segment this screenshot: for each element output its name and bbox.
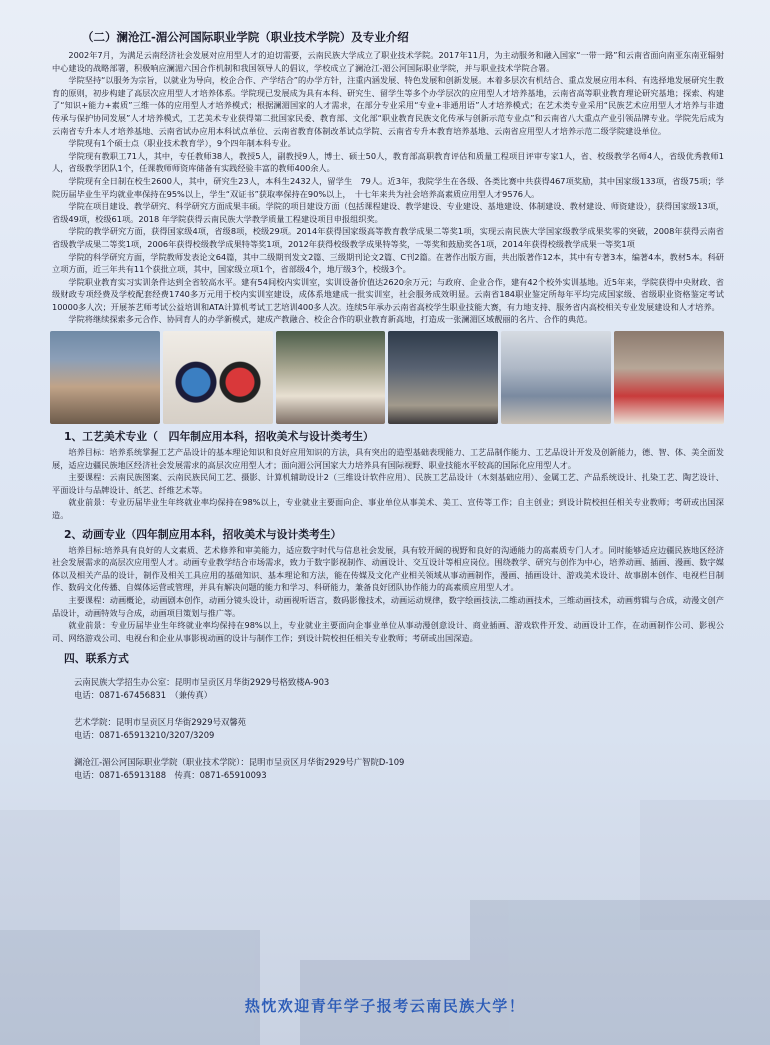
photo-strip <box>50 331 724 424</box>
contact-address: 云南民族大学招生办公室：昆明市呈贡区月华街2929号格致楼A-903 <box>74 677 330 688</box>
major-paragraph: 培养目标：培养系统掌握工艺产品设计的基本理论知识和良好应用知识的方法，具有突出的造型基础表现能力、工艺品制作能力、工艺品设计开发及创新能力，德、智、体、美全面发展，适应边疆民族地区经济社会发展需求的高层次应用型人才；面向湄公河国家大力培养具有国际视野、职业技能水平较高的国际化应用型人才。 <box>52 447 724 470</box>
major-paragraph: 就业前景：专业历届毕业生年终就业率均保持在98%以上，专业就业主要面向企事业单位从事动漫创意设计、商业插画、游戏软件开发、动画设计工作，在动画制作公司、影视公司、网络游戏公司、电视台和企业从事影视动画的设计与制作工作；到设计院校担任相关专业教师；考研或出国深造。 <box>52 620 724 643</box>
contact-block <box>74 756 724 782</box>
contact-phone: 电话：0871-65913188 传真：0871-65910093 <box>74 770 267 781</box>
photo-classroom <box>388 331 498 424</box>
major-title: 2、动画专业（四年制应用本科，招收美术与设计类考生） <box>64 527 342 541</box>
major-paragraph: 培养目标:培养具有良好的人文素质、艺术修养和审美能力，适应数字时代与信息社会发展，具有较开阔的视野和良好的沟通能力的高素质专门人才。同时能够适应边疆民族地区经济社会发展需求的高层次应用型人才。动画专业教学结合市场需求，致力于数字影视制作、动画设计、交互设计等相应岗位。围绕教学、研究与创作为中心，培养动画、插画、漫画、数字媒体以及相关产品的设计，制作及相关工具应用的基础知识、基本理论和方法，能在传媒及文化产业相关领域从事动画制作，漫画、插画设计、游戏美术设计、故事剧本创作、电视栏目制作、数码文化传播、自媒体运营或管理，并具有解决问题的能力和学习、科研能力，兼备良好团队协作能力的高素质应用型人才。 <box>52 544 724 593</box>
major-paragraph: 主要课程：云南民族图案、云南民族民间工艺、摄影、计算机辅助设计2（三维设计软件应用）、民族工艺品设计（木刻基础应用）、金属工艺、产品系统设计、扎染工艺、陶艺设计、平面设计与品牌设计、纸艺、纤维艺术等。 <box>52 472 724 495</box>
photo-event <box>276 331 386 424</box>
contact-address: 澜沧江-湄公河国际职业学院（职业技术学院）：昆明市呈贡区月华街2929号广智院D-109 <box>74 757 405 768</box>
contact-phone: 电话：0871-65913210/3207/3209 <box>74 730 215 741</box>
contact-title: 四、联系方式 <box>64 652 129 666</box>
intro-paragraph: 学院将继续探索多元合作、协同育人的办学新模式，建成产教融合、校企合作的职业教育新高地，打造成一张澜湄区域靓丽的名片、合作的典范。 <box>68 314 593 325</box>
intro-paragraph: 学院现有教职工71人，其中，专任教师38人，教授5人，副教授9人，博士、硕士50人，教育部高职教育评估和质量工程项目评审专家1人，省、校级教学名师4人，省级优秀教师1人，省级教学团队1个，任课教师师资库储备有实践经验丰富的教师400余人。 <box>52 150 724 174</box>
intro-paragraph: 学院职业教育实习实训条件达到全省较高水平。建有54间校内实训室，实训设备价值达2620余万元；与政府、企业合作，建有42个校外实训基地。近5年来，学院获得中央财政、省级财政专项经费及学校配套经费1740多万元用于校内实训室建设，成体系地建成一批实训室，社会服务成效明显。云南省184职业鉴定所每年平均完成国家级、省级职业资格鉴定考试10000多人次；开展茶艺师考试公益培训和ATA计算机考试工艺培训400多人次。连续5年承办云南省高校学生职业技能大赛，有力地支持、服务省内高校相关专业发展建设和人才培养。 <box>52 276 724 312</box>
intro-paragraph: 学院现有1个硕士点（职业技术教育学），9个四年制本科专业。 <box>68 138 296 149</box>
intro-paragraph: 学院在项目建设、教学研究、科学研究方面成果丰硕。学院的项目建设方面（包括课程建设、教学建设、专业建设、基地建设、体制建设、教材建设、师资建设），获得国家级13项，省级49项，校级61项。2018 年学院获得云南民族大学教学质量工程建设项目申报组织奖。 <box>52 201 724 224</box>
photo-group <box>50 331 160 424</box>
contact-block <box>74 676 724 702</box>
intro-paragraph: 学院现有全日制在校生2600人，其中，研究生23人，本科生2432人，留学生 79人。近3年，我院学生在各级、各类比赛中共获得467项奖励，其中国家级133项，省级75项；学院历届毕业生平均就业率保持在95%以上，学生“双证书”获取率保持在90%以上， 十七年来共为社会培养高素质应用型人才9576人。 <box>52 175 724 199</box>
intro-paragraph: 学院的教学研究方面，获得国家级4项，省级8项，校级29项。2014年获得国家级高等教育教学成果二等奖1项，实现云南民族大学国家级教学成果奖零的突破，2008年获得云南省省级教学成果二等奖1项，2006年获得校级教学成果特等奖1项，2012年获得校级教学成果特等奖，一等奖和鼓励奖各1项，2014年获得校级教学成果一等奖1项 <box>52 226 724 249</box>
major-paragraph: 主要课程：动画概论，动画剧本创作，动画分镜头设计，动画视听语言，数码影像技术，动画运动规律，数字绘画技法,二维动画技术，三维动画技术，动画剪辑与合成，动漫文创产品设计，动画特效与合成，动画项目策划与推广等。 <box>52 595 724 618</box>
contact-block <box>74 716 724 742</box>
intro-paragraph: 学院坚持“以服务为宗旨，以就业为导向，校企合作、产学结合”的办学方针，注重内涵发展、特色发展和创新发展。本着多层次有机结合、重点发展应用本科、有选择地发展研究生教育的原则，初步构建了高层次应用型人才培养体系。学院现已发展成为具有本科、研究生、留学生等多个办学层次的应用型人才培养基地，云南省高等职业教育理论研究基地；探索、构建了“知识+能力+素质”三维一体的应用型人才培养模式；根据澜湄国家的人才需求，在部分专业采用“专业+非通用语”人才培养模式；在艺术类专业采用“民族艺术应用型人才培养与非遗传承与保护协同发展”人才培养模式，工艺美术专业获得第二批国家民委、教育部、文化部“职业教育民族文化传承与创新示范专业点”和云南省八大重点产业引领品牌专业。学院先后成为云南省专升本人才培养基地、云南省试办应用本科试点单位、云南省教育体制改革试点学院、云南省专升本教育培养基地、云南省应用型人才培养示范二级学院建设单位。 <box>52 75 724 136</box>
slogan: 热忱欢迎青年学子报考云南民族大学！ <box>244 997 526 1015</box>
photo-crafts <box>163 331 273 424</box>
photo-visit <box>614 331 724 424</box>
contact-phone: 电话：0871-67456831 （兼传真） <box>74 690 213 701</box>
photo-exhibition <box>501 331 611 424</box>
section-title: （二）澜沧江-湄公河国际职业学院（职业技术学院）及专业介绍 <box>82 30 409 44</box>
major-title: 1、工艺美术专业（ 四年制应用本科，招收美术与设计类考生） <box>64 430 374 444</box>
major-paragraph: 就业前景：专业历届毕业生年终就业率均保持在98%以上，专业就业主要面向企、事业单位从事美术、美工、宣传等工作；自主创业；到设计院校担任相关专业教师；考研或出国深造。 <box>52 497 724 521</box>
intro-paragraph: 2002年7月，为满足云南经济社会发展对应用型人才的迫切需要，云南民族大学成立了职业技术学院。2017年11月，为主动服务和融入国家“一带一路”和云南省面向南亚东南亚辐射中心建设的战略部署，积极响应澜湄六国合作机制和我国领导人的倡议，学校成立了澜沧江-湄公河国际职业学院，并与职业技术学院合署。 <box>52 50 724 73</box>
contact-address: 艺术学院：昆明市呈贡区月华街2929号双馨苑 <box>74 717 247 728</box>
intro-paragraph: 学院的科学研究方面，学院教师发表论文64篇，其中二级期刊发文2篇、三级期刊论文2篇、C刊2篇。在著作出版方面，共出版著作12本，其中有专著3本，编著4本，教材5本。科研立项方面，近三年共有11个获批立项，其中，国家级立项1个，省部级4个，地厅级3个，校级3个。 <box>52 251 724 275</box>
